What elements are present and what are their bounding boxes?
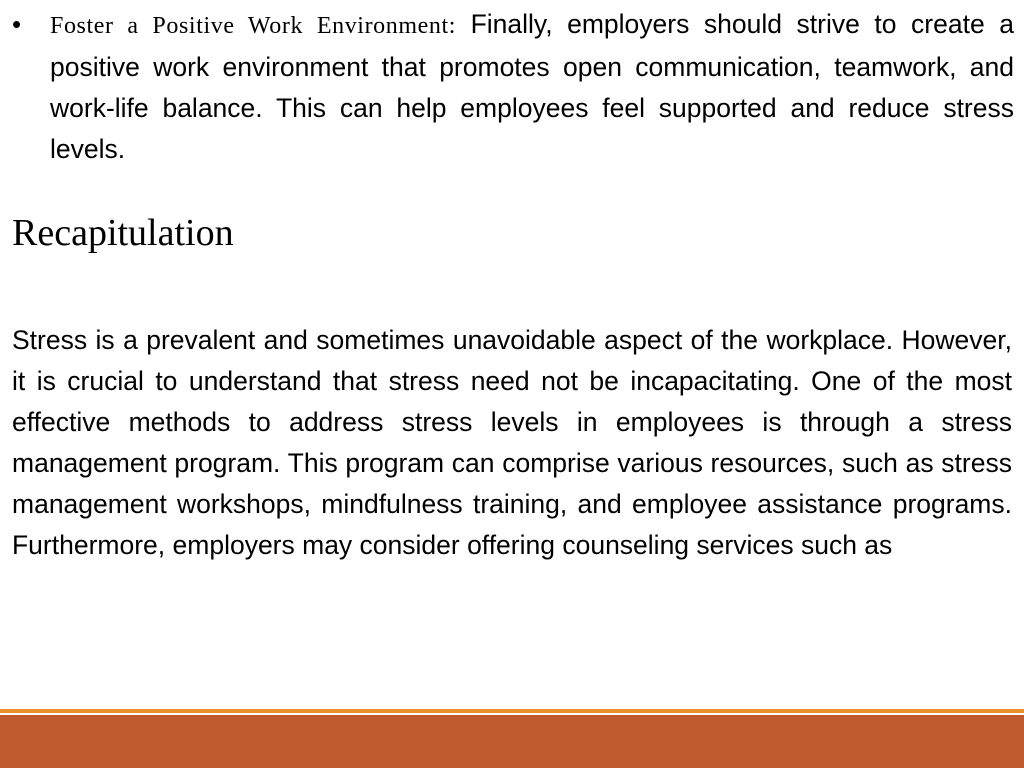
bullet-marker: • [12, 9, 22, 39]
footer-bar [0, 715, 1024, 768]
footer-accent-line [0, 709, 1024, 713]
bullet-item [12, 4, 1014, 170]
body-paragraph: Stress is a prevalent and sometimes unavoidable aspect of the workplace. However, it is crucial to understand that stress need not be incapacitating. One of the most effective methods to address stress levels in employees is through a stress management program. This program can comprise various resources, such as stress management workshops, mindfulness training, and employee assistance programs. Furthermore, employers may consider offering counseling services such as [12, 325, 1012, 560]
bullet-body: Finally, employers should strive to create a positive work environment that promotes open communication, teamwork, and work-life balance. This can help employees feel supported and reduce stress levels. [50, 9, 1015, 164]
bullet-lead: Foster a Positive Work Environment: [50, 13, 457, 39]
section-heading: Recapitulation [12, 212, 234, 254]
bullet-list [12, 4, 1014, 170]
bullet-text [50, 4, 1014, 170]
